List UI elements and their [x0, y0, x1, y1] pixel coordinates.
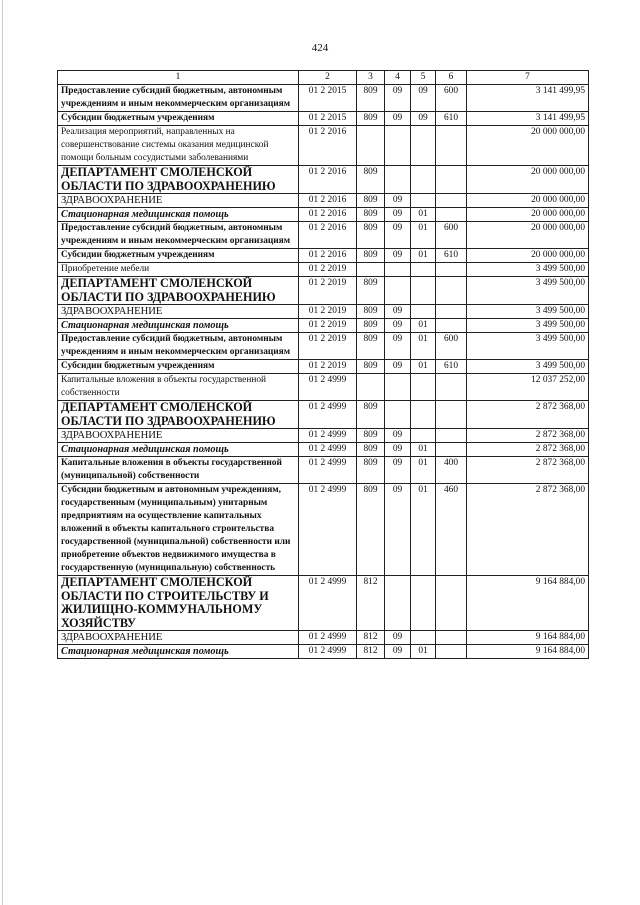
row-expense-type [436, 166, 467, 194]
table-row [58, 319, 589, 333]
row-target-code: 01 2 2019 [299, 305, 357, 319]
table-row [58, 374, 589, 401]
row-expense-type [436, 631, 467, 645]
row-subsection-code: 01 [411, 457, 436, 484]
row-ministry-code: 809 [357, 166, 385, 194]
row-subsection-code: 01 [411, 484, 436, 576]
row-name: Капитальные вложения в объекты государственной (муниципальной) собственности [58, 457, 299, 484]
row-subsection-code: 09 [411, 85, 436, 112]
row-target-code: 01 2 2016 [299, 208, 357, 222]
row-name: ЗДРАВООХРАНЕНИЕ [58, 429, 299, 443]
row-ministry-code: 809 [357, 333, 385, 360]
row-subsection-code: 01 [411, 333, 436, 360]
row-expense-type [436, 645, 467, 659]
row-target-code: 01 2 2019 [299, 319, 357, 333]
column-header: 6 [436, 71, 467, 85]
row-name: ЗДРАВООХРАНЕНИЕ [58, 305, 299, 319]
table-row [58, 333, 589, 360]
row-name: Субсидии бюджетным учреждениям [58, 112, 299, 126]
row-name: ДЕПАРТАМЕНТ СМОЛЕНСКОЙ ОБЛАСТИ ПО ЗДРАВООХРАНЕНИЮ [58, 401, 299, 429]
row-name: Стационарная медицинская помощь [58, 319, 299, 333]
row-expense-type: 610 [436, 249, 467, 263]
row-amount: 3 499 500,00 [467, 277, 589, 305]
row-section-code: 09 [385, 429, 411, 443]
row-target-code: 01 2 4999 [299, 443, 357, 457]
row-subsection-code [411, 277, 436, 305]
column-header: 4 [385, 71, 411, 85]
row-ministry-code: 809 [357, 484, 385, 576]
row-amount: 2 872 368,00 [467, 429, 589, 443]
row-expense-type: 460 [436, 484, 467, 576]
table-row [58, 429, 589, 443]
table-row [58, 208, 589, 222]
row-expense-type: 400 [436, 457, 467, 484]
row-section-code [385, 263, 411, 277]
row-amount: 20 000 000,00 [467, 194, 589, 208]
row-ministry-code: 809 [357, 360, 385, 374]
row-target-code: 01 2 4999 [299, 631, 357, 645]
row-ministry-code: 812 [357, 645, 385, 659]
table-body [58, 85, 589, 659]
row-expense-type: 600 [436, 222, 467, 249]
row-target-code: 01 2 2019 [299, 333, 357, 360]
row-expense-type [436, 277, 467, 305]
row-ministry-code: 809 [357, 85, 385, 112]
table-row [58, 249, 589, 263]
row-section-code [385, 401, 411, 429]
row-section-code: 09 [385, 305, 411, 319]
table-row [58, 194, 589, 208]
row-expense-type: 610 [436, 360, 467, 374]
row-section-code: 09 [385, 222, 411, 249]
table-row [58, 126, 589, 166]
row-subsection-code: 01 [411, 319, 436, 333]
row-subsection-code [411, 429, 436, 443]
row-ministry-code [357, 374, 385, 401]
row-target-code: 01 2 2015 [299, 112, 357, 126]
row-target-code: 01 2 4999 [299, 484, 357, 576]
row-subsection-code: 01 [411, 208, 436, 222]
row-ministry-code: 809 [357, 319, 385, 333]
row-target-code: 01 2 4999 [299, 401, 357, 429]
table-row [58, 360, 589, 374]
row-ministry-code: 809 [357, 457, 385, 484]
row-name: ЗДРАВООХРАНЕНИЕ [58, 631, 299, 645]
table-row [58, 457, 589, 484]
row-expense-type [436, 429, 467, 443]
row-target-code: 01 2 2019 [299, 263, 357, 277]
row-name: Реализация мероприятий, направленных на совершенствование системы оказания медицинской помощи больным сосудистыми заболеваниями [58, 126, 299, 166]
row-target-code: 01 2 2016 [299, 194, 357, 208]
row-section-code: 09 [385, 249, 411, 263]
row-name: Субсидии бюджетным учреждениям [58, 360, 299, 374]
row-ministry-code: 812 [357, 631, 385, 645]
row-name: Предоставление субсидий бюджетным, автономным учреждениям и иным некоммерческим организациям [58, 222, 299, 249]
table-row [58, 85, 589, 112]
row-expense-type: 600 [436, 85, 467, 112]
row-target-code: 01 2 4999 [299, 645, 357, 659]
table-row [58, 631, 589, 645]
row-amount: 3 499 500,00 [467, 360, 589, 374]
row-subsection-code [411, 126, 436, 166]
row-amount: 3 499 500,00 [467, 333, 589, 360]
budget-table [57, 70, 589, 659]
row-expense-type [436, 319, 467, 333]
column-header: 5 [411, 71, 436, 85]
row-target-code: 01 2 2019 [299, 360, 357, 374]
row-amount: 9 164 884,00 [467, 631, 589, 645]
row-ministry-code: 809 [357, 429, 385, 443]
row-name: ДЕПАРТАМЕНТ СМОЛЕНСКОЙ ОБЛАСТИ ПО ЗДРАВООХРАНЕНИЮ [58, 166, 299, 194]
scan-edge-line [2, 0, 9, 905]
row-amount: 3 499 500,00 [467, 263, 589, 277]
table-row [58, 112, 589, 126]
header-row [58, 71, 589, 85]
row-section-code: 09 [385, 319, 411, 333]
row-section-code: 09 [385, 457, 411, 484]
row-expense-type [436, 305, 467, 319]
row-amount: 20 000 000,00 [467, 249, 589, 263]
row-expense-type [436, 126, 467, 166]
row-name: Капитальные вложения в объекты государственной собственности [58, 374, 299, 401]
row-expense-type: 600 [436, 333, 467, 360]
row-section-code: 09 [385, 85, 411, 112]
table-row [58, 645, 589, 659]
row-ministry-code: 809 [357, 112, 385, 126]
row-amount: 3 141 499,95 [467, 85, 589, 112]
table-row [58, 576, 589, 631]
row-ministry-code: 809 [357, 305, 385, 319]
row-name: Стационарная медицинская помощь [58, 443, 299, 457]
row-ministry-code: 812 [357, 576, 385, 631]
table-row [58, 222, 589, 249]
row-expense-type [436, 263, 467, 277]
column-header: 3 [357, 71, 385, 85]
row-section-code: 09 [385, 333, 411, 360]
row-section-code [385, 374, 411, 401]
row-expense-type [436, 576, 467, 631]
row-amount: 20 000 000,00 [467, 208, 589, 222]
table-row [58, 484, 589, 576]
row-section-code [385, 277, 411, 305]
row-subsection-code [411, 374, 436, 401]
row-ministry-code [357, 263, 385, 277]
row-section-code: 09 [385, 443, 411, 457]
row-target-code: 01 2 2016 [299, 222, 357, 249]
table-row [58, 166, 589, 194]
row-amount: 20 000 000,00 [467, 222, 589, 249]
column-header: 7 [467, 71, 589, 85]
row-section-code: 09 [385, 484, 411, 576]
row-section-code [385, 126, 411, 166]
row-amount: 2 872 368,00 [467, 457, 589, 484]
row-amount: 3 499 500,00 [467, 319, 589, 333]
row-target-code: 01 2 2015 [299, 85, 357, 112]
row-amount: 3 141 499,95 [467, 112, 589, 126]
row-target-code: 01 2 2019 [299, 277, 357, 305]
column-header: 1 [58, 71, 299, 85]
page-number: 424 [311, 42, 329, 54]
row-expense-type [436, 443, 467, 457]
row-subsection-code [411, 194, 436, 208]
row-name: Субсидии бюджетным и автономным учреждениям, государственным (муниципальным) унитарным предприятиям на осуществление капитальных вложений в объекты капитального строительства государственной (муниципальной) собственности или приобретение объектов недвижимого имущества в государственную (муниципальную) собственность [58, 484, 299, 576]
row-target-code: 01 2 4999 [299, 429, 357, 443]
row-ministry-code: 809 [357, 194, 385, 208]
row-amount: 20 000 000,00 [467, 126, 589, 166]
row-subsection-code: 01 [411, 645, 436, 659]
row-subsection-code [411, 631, 436, 645]
row-amount: 2 872 368,00 [467, 443, 589, 457]
row-ministry-code: 809 [357, 277, 385, 305]
table-row [58, 263, 589, 277]
table-row [58, 443, 589, 457]
row-subsection-code: 01 [411, 443, 436, 457]
row-subsection-code: 01 [411, 249, 436, 263]
row-name: Стационарная медицинская помощь [58, 208, 299, 222]
row-ministry-code: 809 [357, 222, 385, 249]
row-name: Приобретение мебели [58, 263, 299, 277]
row-section-code: 09 [385, 360, 411, 374]
row-subsection-code [411, 263, 436, 277]
row-section-code: 09 [385, 194, 411, 208]
row-ministry-code: 809 [357, 401, 385, 429]
row-subsection-code: 09 [411, 112, 436, 126]
row-name: Стационарная медицинская помощь [58, 645, 299, 659]
row-amount: 2 872 368,00 [467, 401, 589, 429]
table-row [58, 277, 589, 305]
row-expense-type: 610 [436, 112, 467, 126]
row-section-code: 09 [385, 645, 411, 659]
row-subsection-code [411, 305, 436, 319]
table-row [58, 305, 589, 319]
row-ministry-code [357, 126, 385, 166]
row-expense-type [436, 208, 467, 222]
row-name: ЗДРАВООХРАНЕНИЕ [58, 194, 299, 208]
row-subsection-code [411, 576, 436, 631]
row-target-code: 01 2 4999 [299, 576, 357, 631]
row-subsection-code: 01 [411, 360, 436, 374]
row-name: ДЕПАРТАМЕНТ СМОЛЕНСКОЙ ОБЛАСТИ ПО ЗДРАВООХРАНЕНИЮ [58, 277, 299, 305]
row-expense-type [436, 401, 467, 429]
column-header: 2 [299, 71, 357, 85]
row-name: ДЕПАРТАМЕНТ СМОЛЕНСКОЙ ОБЛАСТИ ПО СТРОИТЕЛЬСТВУ И ЖИЛИЩНО-КОММУНАЛЬНОМУ ХОЗЯЙСТВУ [58, 576, 299, 631]
row-section-code [385, 576, 411, 631]
row-ministry-code: 809 [357, 443, 385, 457]
row-amount: 20 000 000,00 [467, 166, 589, 194]
row-target-code: 01 2 4999 [299, 374, 357, 401]
row-section-code [385, 166, 411, 194]
row-amount: 3 499 500,00 [467, 305, 589, 319]
row-amount: 9 164 884,00 [467, 576, 589, 631]
row-expense-type [436, 374, 467, 401]
row-name: Предоставление субсидий бюджетным, автономным учреждениям и иным некоммерческим организациям [58, 333, 299, 360]
row-target-code: 01 2 4999 [299, 457, 357, 484]
row-ministry-code: 809 [357, 249, 385, 263]
row-name: Субсидии бюджетным учреждениям [58, 249, 299, 263]
row-amount: 12 037 252,00 [467, 374, 589, 401]
row-expense-type [436, 194, 467, 208]
row-subsection-code [411, 401, 436, 429]
row-amount: 2 872 368,00 [467, 484, 589, 576]
row-subsection-code [411, 166, 436, 194]
row-amount: 9 164 884,00 [467, 645, 589, 659]
row-section-code: 09 [385, 631, 411, 645]
table-row [58, 401, 589, 429]
row-name: Предоставление субсидий бюджетным, автономным учреждениям и иным некоммерческим организациям [58, 85, 299, 112]
row-subsection-code: 01 [411, 222, 436, 249]
row-target-code: 01 2 2016 [299, 166, 357, 194]
row-target-code: 01 2 2016 [299, 126, 357, 166]
row-target-code: 01 2 2016 [299, 249, 357, 263]
row-section-code: 09 [385, 112, 411, 126]
row-ministry-code: 809 [357, 208, 385, 222]
row-section-code: 09 [385, 208, 411, 222]
